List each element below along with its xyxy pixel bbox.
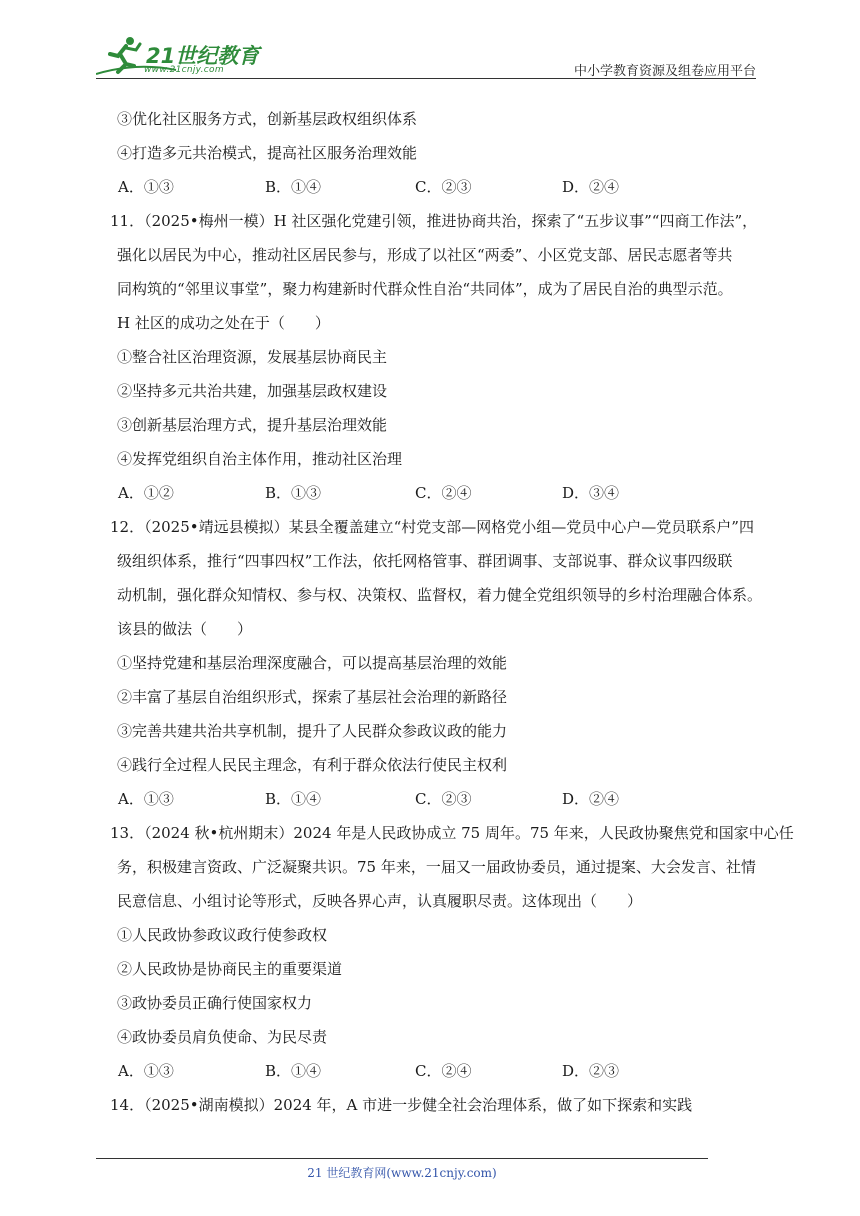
q13-item-1: ①人民政协参政议政行使参政权: [117, 926, 328, 944]
q12-item-3: ③完善共建共治共享机制，提升了人民群众参政议政的能力: [117, 722, 508, 740]
q12-option-c[interactable]: C．②③: [415, 790, 472, 808]
q13-stem-line-2: 务，积极建言资政、广泛凝聚共识。75 年来，一届又一届政协委员，通过提案、大会发言、社情: [117, 858, 756, 876]
q11-option-d[interactable]: D．③④: [562, 484, 620, 502]
q12-stem-line-4: 该县的做法（ ）: [117, 620, 253, 638]
q11-item-2: ②坚持多元共治共建，加强基层政权建设: [117, 382, 388, 400]
header-divider: [96, 78, 756, 79]
q13-option-c[interactable]: C．②④: [415, 1062, 472, 1080]
q11-stem-line-2: 强化以居民为中心，推动社区居民参与，形成了以社区“两委”、小区党支部、居民志愿者等共: [117, 246, 733, 264]
q11-stem-line-1: 11．（2025•梅州一模）H 社区强化党建引领，推进协商共治，探索了“五步议事”“四商工作法”，: [110, 212, 758, 230]
q12-options: [110, 782, 760, 816]
q10-item-3: ③优化社区服务方式，创新基层政权组织体系: [117, 110, 418, 128]
q10-option-c[interactable]: C．②③: [415, 178, 472, 196]
q11-options: [110, 476, 760, 510]
q11-item-4: ④发挥党组织自治主体作用，推动社区治理: [117, 450, 403, 468]
q12-item-1: ①坚持党建和基层治理深度融合，可以提高基层治理的效能: [117, 654, 508, 672]
q10-option-a[interactable]: A．①③: [118, 178, 174, 196]
footer-divider: [96, 1158, 708, 1159]
page-header: [0, 0, 860, 80]
q11-stem-line-3: 同构筑的“邻里议事堂”，聚力构建新时代群众性自治“共同体”，成为了居民自治的典型示范。: [117, 280, 733, 298]
q11-option-c[interactable]: C．②④: [415, 484, 472, 502]
q13-option-d[interactable]: D．②③: [562, 1062, 620, 1080]
q12-stem-line-2: 级组织体系，推行“四事四权”工作法，依托网格管事、群团调事、支部说事、群众议事四级联: [117, 552, 733, 570]
logo-url: www.21cnjy.com: [144, 65, 224, 75]
site-logo[interactable]: [96, 36, 266, 80]
q13-option-b[interactable]: B．①④: [265, 1062, 322, 1080]
q11-option-b[interactable]: B．①③: [265, 484, 322, 502]
question-content: [110, 102, 794, 1122]
q13-options: [110, 1054, 760, 1088]
q11-stem-line-4: H 社区的成功之处在于（ ）: [117, 314, 330, 332]
q14-stem-line-1: 14．（2025•湖南模拟）2024 年，A 市进一步健全社会治理体系，做了如下探索和实践: [110, 1096, 693, 1114]
q10-option-b[interactable]: B．①④: [265, 178, 322, 196]
footer-link[interactable]: 21 世纪教育网(www.21cnjy.com): [307, 1166, 497, 1180]
q12-option-d[interactable]: D．②④: [562, 790, 620, 808]
q10-item-4: ④打造多元共治模式，提高社区服务治理效能: [117, 144, 418, 162]
q11-item-3: ③创新基层治理方式，提升基层治理效能: [117, 416, 388, 434]
platform-label: 中小学教育资源及组卷应用平台: [573, 64, 756, 79]
q11-option-a[interactable]: A．①②: [118, 484, 174, 502]
q13-item-4: ④政协委员肩负使命、为民尽责: [117, 1028, 328, 1046]
q12-item-4: ④践行全过程人民民主理念，有利于群众依法行使民主权利: [117, 756, 508, 774]
q12-item-2: ②丰富了基层自治组织形式，探索了基层社会治理的新路径: [117, 688, 508, 706]
logo-text: 21世纪教育: [146, 44, 260, 68]
q12-option-a[interactable]: A．①③: [118, 790, 174, 808]
q12-stem-line-3: 动机制，强化群众知情权、参与权、决策权、监督权，着力健全党组织领导的乡村治理融合体系。: [117, 586, 763, 604]
q12-option-b[interactable]: B．①④: [265, 790, 322, 808]
q10-option-d[interactable]: D．②④: [562, 178, 620, 196]
q10-options: [110, 170, 760, 204]
q13-stem-line-3: 民意信息、小组讨论等形式，反映各界心声，认真履职尽责。这体现出（ ）: [117, 892, 643, 910]
q12-stem-line-1: 12．（2025•靖远县模拟）某县全覆盖建立“村党支部—网格党小组—党员中心户—党员联系户”四: [110, 518, 754, 536]
q13-item-2: ②人民政协是协商民主的重要渠道: [117, 960, 343, 978]
q13-item-3: ③政协委员正确行使国家权力: [117, 994, 313, 1012]
q11-item-1: ①整合社区治理资源，发展基层协商民主: [117, 348, 388, 366]
q13-stem-line-1: 13．（2024 秋•杭州期末）2024 年是人民政协成立 75 周年。75 年来，人民政协聚焦党和国家中心任: [110, 824, 794, 842]
q13-option-a[interactable]: A．①③: [118, 1062, 174, 1080]
